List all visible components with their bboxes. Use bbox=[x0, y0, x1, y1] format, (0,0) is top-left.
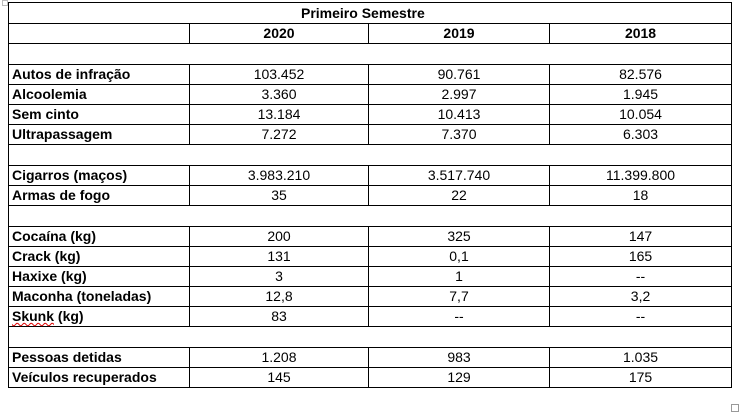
table-row bbox=[9, 186, 732, 206]
row-label: Cocaína (kg) bbox=[9, 227, 190, 247]
table-row bbox=[9, 307, 732, 327]
value-cell-2019: 1 bbox=[369, 267, 550, 287]
row-label: Autos de infração bbox=[9, 65, 190, 85]
value-cell-2018: 6.303 bbox=[550, 125, 732, 145]
value-cell-2018: 175 bbox=[550, 368, 732, 388]
table-resize-handle[interactable] bbox=[731, 404, 739, 412]
value-cell-2018: 82.576 bbox=[550, 65, 732, 85]
value-cell-2018: -- bbox=[550, 307, 732, 327]
value-cell-2019: 22 bbox=[369, 186, 550, 206]
table-title: Primeiro Semestre bbox=[9, 3, 732, 24]
table-row bbox=[9, 85, 732, 105]
table-row bbox=[9, 125, 732, 145]
spacer-cell bbox=[9, 327, 732, 348]
spacer-cell bbox=[9, 145, 732, 166]
value-cell-2019: -- bbox=[369, 307, 550, 327]
value-cell-2018: 147 bbox=[550, 227, 732, 247]
value-cell-2018: 3,2 bbox=[550, 287, 732, 307]
value-cell-2020: 200 bbox=[190, 227, 369, 247]
value-cell-2019: 7,7 bbox=[369, 287, 550, 307]
title-row bbox=[9, 3, 732, 24]
value-cell-2019: 0,1 bbox=[369, 247, 550, 267]
value-cell-2018: 165 bbox=[550, 247, 732, 267]
row-label: Skunk (kg) bbox=[9, 307, 190, 327]
table-row bbox=[9, 267, 732, 287]
value-cell-2020: 7.272 bbox=[190, 125, 369, 145]
table-row bbox=[9, 287, 732, 307]
header-row bbox=[9, 24, 732, 44]
row-label: Maconha (toneladas) bbox=[9, 287, 190, 307]
value-cell-2020: 3.360 bbox=[190, 85, 369, 105]
row-label: Cigarros (maços) bbox=[9, 166, 190, 186]
spacer-cell bbox=[9, 44, 732, 65]
table-row bbox=[9, 348, 732, 368]
spellcheck-word: Skunk bbox=[12, 308, 55, 324]
row-label: Haxixe (kg) bbox=[9, 267, 190, 287]
spacer-cell bbox=[9, 206, 732, 227]
table-row bbox=[9, 65, 732, 85]
value-cell-2019: 7.370 bbox=[369, 125, 550, 145]
value-cell-2018: 10.054 bbox=[550, 105, 732, 125]
row-label: Crack (kg) bbox=[9, 247, 190, 267]
value-cell-2019: 2.997 bbox=[369, 85, 550, 105]
value-cell-2020: 3 bbox=[190, 267, 369, 287]
value-cell-2019: 983 bbox=[369, 348, 550, 368]
value-cell-2020: 83 bbox=[190, 307, 369, 327]
table-row bbox=[9, 227, 732, 247]
value-cell-2020: 35 bbox=[190, 186, 369, 206]
header-year-2020: 2020 bbox=[190, 24, 369, 44]
value-cell-2018: 1.945 bbox=[550, 85, 732, 105]
spacer-row bbox=[9, 327, 732, 348]
value-cell-2020: 145 bbox=[190, 368, 369, 388]
row-label: Alcoolemia bbox=[9, 85, 190, 105]
table-row bbox=[9, 166, 732, 186]
row-label: Veículos recuperados bbox=[9, 368, 190, 388]
spacer-row bbox=[9, 206, 732, 227]
spacer-row bbox=[9, 145, 732, 166]
value-cell-2020: 3.983.210 bbox=[190, 166, 369, 186]
table-row bbox=[9, 368, 732, 388]
row-label: Pessoas detidas bbox=[9, 348, 190, 368]
value-cell-2020: 13.184 bbox=[190, 105, 369, 125]
value-cell-2019: 325 bbox=[369, 227, 550, 247]
spacer-row bbox=[9, 44, 732, 65]
value-cell-2018: -- bbox=[550, 267, 732, 287]
value-cell-2020: 131 bbox=[190, 247, 369, 267]
statistics-table bbox=[8, 2, 732, 388]
header-empty-cell bbox=[9, 24, 190, 44]
row-label: Armas de fogo bbox=[9, 186, 190, 206]
table-row bbox=[9, 247, 732, 267]
value-cell-2019: 129 bbox=[369, 368, 550, 388]
header-year-2018: 2018 bbox=[550, 24, 732, 44]
value-cell-2019: 90.761 bbox=[369, 65, 550, 85]
value-cell-2020: 103.452 bbox=[190, 65, 369, 85]
header-year-2019: 2019 bbox=[369, 24, 550, 44]
value-cell-2020: 1.208 bbox=[190, 348, 369, 368]
value-cell-2019: 3.517.740 bbox=[369, 166, 550, 186]
table-row bbox=[9, 105, 732, 125]
value-cell-2020: 12,8 bbox=[190, 287, 369, 307]
value-cell-2018: 18 bbox=[550, 186, 732, 206]
value-cell-2018: 11.399.800 bbox=[550, 166, 732, 186]
value-cell-2018: 1.035 bbox=[550, 348, 732, 368]
value-cell-2019: 10.413 bbox=[369, 105, 550, 125]
row-label: Ultrapassagem bbox=[9, 125, 190, 145]
row-label: Sem cinto bbox=[9, 105, 190, 125]
